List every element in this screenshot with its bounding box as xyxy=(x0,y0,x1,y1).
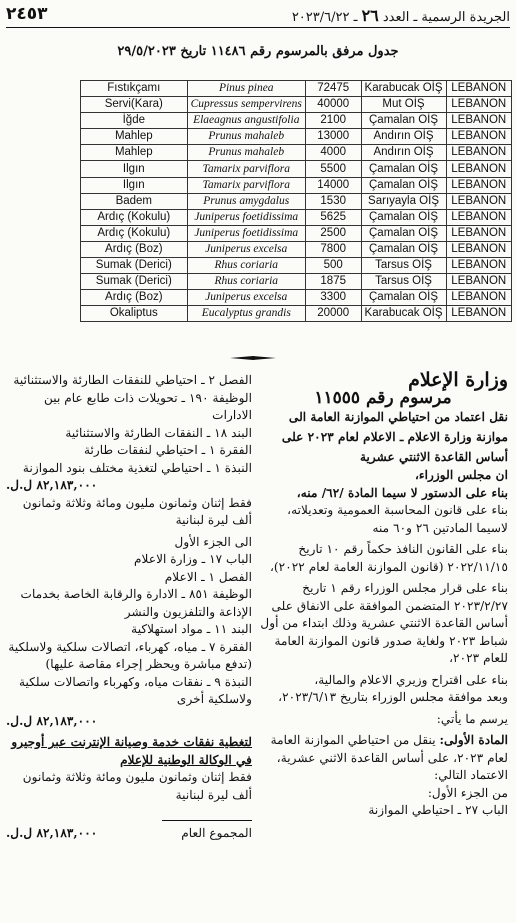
nursery-cell: Sarıyayla OİŞ xyxy=(361,193,446,209)
scientific-name-cell: Juniperus excelsa xyxy=(187,290,305,306)
total-rule xyxy=(162,820,252,821)
common-name-cell: Mahlep xyxy=(81,145,188,161)
country-cell: LEBANON xyxy=(446,193,511,209)
nursery-cell: Çamalan OİŞ xyxy=(361,177,446,193)
preamble-1: بناء على الدستور لا سيما المادة /٦٢/ منه، xyxy=(296,485,508,500)
common-name-cell: Servi(Kara) xyxy=(81,97,188,113)
table-row xyxy=(81,129,512,145)
scientific-name-cell: Juniperus foetidissima xyxy=(187,209,305,225)
table-row xyxy=(81,241,512,257)
quantity-cell: 13000 xyxy=(305,129,361,145)
country-cell: LEBANON xyxy=(446,97,511,113)
country-cell: LEBANON xyxy=(446,241,511,257)
quantity-cell: 4000 xyxy=(305,145,361,161)
alloc-line-9: البند ١١ ـ مواد استهلاكية xyxy=(131,622,252,636)
nursery-cell: Çamalan OİŞ xyxy=(361,209,446,225)
preamble-2: بناء على قانون المحاسبة العمومية وتعديلاته، لاسيما المادتين ٢٦ و٦٠ منه xyxy=(287,503,508,535)
common-name-cell: Sumak (Derici) xyxy=(81,274,188,290)
preamble-4: بناء على قرار مجلس الوزراء رقم ١ تاريخ ٢٠٢٣/٢/٢٧ المتضمن الموافقة على الانفاق على أساس القاعدة الاثنتي عشرية وذلك ابتداء من أول شباط ٢٠٢٣ ولغاية صدور قانون الموازنة العامة للعام ٢٠٢٣، xyxy=(260,581,508,665)
preamble-5: بناء على اقتراح وزيري الاعلام والمالية، xyxy=(314,672,508,687)
country-cell: LEBANON xyxy=(446,209,511,225)
council-line: ان مجلس الوزراء، xyxy=(414,468,508,482)
quantity-cell: 500 xyxy=(305,258,361,274)
alloc-line-10: الفقرة ٧ ـ مياه، كهرباء، اتصالات سلكية ولاسلكية (تدفع مباشرة ويحظر إجراء مقاصة عليها) xyxy=(8,639,252,671)
alloc-line-11: النبذة ٩ ـ نفقات مياه، وكهرباء واتصالات سلكية ولاسلكية أخرى xyxy=(18,674,252,706)
table-row xyxy=(81,209,512,225)
table-row xyxy=(81,258,512,274)
table-row xyxy=(81,145,512,161)
nursery-cell: Çamalan OİŞ xyxy=(361,225,446,241)
decree-intro: يرسم ما يأتي: xyxy=(436,711,508,726)
country-cell: LEBANON xyxy=(446,113,511,129)
part-1-heading: من الجزء الأول: xyxy=(427,785,508,800)
decree-subject: نقل اعتماد من احتياطي الموازنة العامة الى موازنة وزارة الاعلام ـ الاعلام لعام ٢٠٢٣ على أساس القاعدة الاثنتي عشرية xyxy=(281,410,508,464)
table-body xyxy=(81,81,512,322)
table-title: جدول مرفق بالمرسوم رقم ١١٤٨٦ تاريخ ٢٩/٥/٢٠٢٣ xyxy=(117,44,399,59)
table-row xyxy=(81,97,512,113)
decree-column xyxy=(258,369,508,820)
scientific-name-cell: Juniperus foetidissima xyxy=(187,225,305,241)
quantity-cell: 14000 xyxy=(305,177,361,193)
scientific-name-cell: Juniperus excelsa xyxy=(187,241,305,257)
nursery-cell: Mut OİŞ xyxy=(361,97,446,113)
quantity-cell: 2100 xyxy=(305,113,361,129)
country-cell: LEBANON xyxy=(446,161,511,177)
table-row xyxy=(81,290,512,306)
scientific-name-cell: Tamarix parviflora xyxy=(187,161,305,177)
scientific-name-cell: Rhus coriaria xyxy=(187,274,305,290)
alloc-line-7: الفصل ١ ـ الاعلام xyxy=(164,569,252,584)
quantity-cell: 3300 xyxy=(305,290,361,306)
nursery-cell: Çamalan OİŞ xyxy=(361,290,446,306)
article-1-text: ينقل من احتياطي الموازنة العامة لعام ٢٠٢٣، على أساس القاعدة الاثني عشرية، الاعتماد التالي: xyxy=(270,733,508,782)
country-cell: LEBANON xyxy=(446,129,511,145)
alloc-line-1: الفصل ٢ ـ احتياطي للنفقات الطارئة والاستثنائية xyxy=(13,373,252,387)
chapter-27: الباب ٢٧ ـ احتياطي الموازنة xyxy=(368,803,508,817)
quantity-cell: 2500 xyxy=(305,225,361,241)
alloc-line-8: الوظيفة ٨٥١ ـ الادارة والرقابة الخاصة بخدمات الإذاعة والتلفزيون والنشر xyxy=(20,587,252,619)
alloc-line-3: البند ١٨ ـ النفقات الطارئة والاستثنائية xyxy=(65,425,252,440)
scientific-name-cell: Cupressus sempervirens xyxy=(187,97,305,113)
table-row xyxy=(81,306,512,322)
country-cell: LEBANON xyxy=(446,145,511,161)
common-name-cell: Ardıç (Kokulu) xyxy=(81,225,188,241)
amount-1: ٨٢,١٨٣,٠٠٠ ل.ل. xyxy=(6,478,98,492)
common-name-cell: Ardıç (Kokulu) xyxy=(81,209,188,225)
common-name-cell: Okaliptus xyxy=(81,306,188,322)
country-cell: LEBANON xyxy=(446,225,511,241)
quantity-cell: 40000 xyxy=(305,97,361,113)
issue-number: ٢٦ xyxy=(361,6,379,25)
quantity-cell: 7800 xyxy=(305,241,361,257)
country-cell: LEBANON xyxy=(446,177,511,193)
country-cell: LEBANON xyxy=(446,258,511,274)
article-1 xyxy=(258,732,508,785)
nursery-cell: Çamalan OİŞ xyxy=(361,113,446,129)
common-name-cell: Mahlep xyxy=(81,129,188,145)
scientific-name-cell: Prunus amygdalus xyxy=(187,193,305,209)
scientific-name-cell: Tamarix parviflora xyxy=(187,177,305,193)
quantity-cell: 1875 xyxy=(305,274,361,290)
common-name-cell: Ilgın xyxy=(81,177,188,193)
preamble-3: بناء على القانون النافذ حكماً رقم ١٠ تاريخ ٢٠٢٢/١١/١٥ (قانون الموازنة العامة لعام ٢٠٢٢)، xyxy=(269,542,508,574)
common-name-cell: Badem xyxy=(81,193,188,209)
scientific-name-cell: Prunus mahaleb xyxy=(187,129,305,145)
alloc-line-6: الباب ١٧ ـ وزارة الاعلام xyxy=(134,552,252,566)
amount-1-words: فقط إثنان وثمانون مليون ومائة وثلاثة وثمانون ألف ليرة لبنانية xyxy=(22,495,252,527)
scientific-name-cell: Eucalyptus grandis xyxy=(187,306,305,322)
nursery-cell: Tarsus OİŞ xyxy=(361,274,446,290)
scientific-name-cell: Rhus coriaria xyxy=(187,258,305,274)
header-rule xyxy=(6,27,510,28)
table-row xyxy=(81,177,512,193)
nursery-cell: Andırın OİŞ xyxy=(361,129,446,145)
article-1-label: المادة الأولى: xyxy=(439,733,508,747)
quantity-cell: 1530 xyxy=(305,193,361,209)
quantity-cell: 5625 xyxy=(305,209,361,225)
nursery-cell: Tarsus OİŞ xyxy=(361,258,446,274)
total-label: المجموع العام xyxy=(181,826,252,840)
page-number: ٢٤٥٣ xyxy=(6,4,48,24)
country-cell: LEBANON xyxy=(446,81,511,97)
alloc-line-4: الفقرة ١ ـ احتياطي لنفقات طارئة xyxy=(83,443,252,457)
allocation-purpose: لتغطية نفقات خدمة وصيانة الإنترنت عبر أوجيرو في الوكالة الوطنية للإعلام xyxy=(11,735,252,767)
common-name-cell: İğde xyxy=(81,113,188,129)
country-cell: LEBANON xyxy=(446,306,511,322)
nursery-cell: Andırın OİŞ xyxy=(361,145,446,161)
allocation-column xyxy=(6,372,252,843)
page-header xyxy=(6,4,510,26)
scientific-name-cell: Prunus mahaleb xyxy=(187,145,305,161)
quantity-cell: 20000 xyxy=(305,306,361,322)
alloc-line-5: النبذة ١ ـ احتياطي لتغذية مختلف بنود الموازنة xyxy=(22,460,252,475)
table-row xyxy=(81,81,512,97)
table-row xyxy=(81,113,512,129)
nursery-cell: Çamalan OİŞ xyxy=(361,241,446,257)
nursery-cell: Karabucak OİŞ xyxy=(361,81,446,97)
table-row xyxy=(81,225,512,241)
section-divider xyxy=(230,356,276,360)
publication-name: الجريدة الرسمية ـ العدد xyxy=(382,10,510,25)
total-value: ٨٢,١٨٣,٠٠٠ ل.ل. xyxy=(6,826,98,840)
issue-date: ـ ٢٠٢٣/٦/٢٢ xyxy=(291,10,358,25)
quantity-cell: 5500 xyxy=(305,161,361,177)
scientific-name-cell: Pinus pinea xyxy=(187,81,305,97)
table-row xyxy=(81,161,512,177)
alloc-line-2: الوظيفة ١٩٠ ـ تحويلات ذات طابع عام بين الادارات xyxy=(44,390,252,422)
seedlings-table xyxy=(80,80,512,322)
common-name-cell: Ilgın xyxy=(81,161,188,177)
common-name-cell: Ardıç (Boz) xyxy=(81,290,188,306)
nursery-cell: Çamalan OİŞ xyxy=(361,161,446,177)
nursery-cell: Karabucak OİŞ xyxy=(361,306,446,322)
to-part-1: الى الجزء الأول xyxy=(174,534,252,549)
table-row xyxy=(81,274,512,290)
grand-total xyxy=(6,825,252,843)
scientific-name-cell: Elaeagnus angustifolia xyxy=(187,113,305,129)
publication-line xyxy=(292,6,510,25)
table-row xyxy=(81,193,512,209)
amount-2: ٨٢,١٨٣,٠٠٠ ل.ل. xyxy=(6,713,98,728)
amount-2-words: فقط إثنان وثمانون مليون ومائة وثلاثة وثمانون ألف ليرة لبنانية xyxy=(22,770,252,802)
preamble-6: وبعد موافقة مجلس الوزراء بتاريخ ٢٠٢٣/٦/١٣، xyxy=(278,690,508,704)
ministry-title: وزارة الإعلام xyxy=(408,369,508,391)
decree-number: مرسوم رقم ١١٥٥٥ xyxy=(314,387,452,408)
common-name-cell: Sumak (Derici) xyxy=(81,258,188,274)
common-name-cell: Ardıç (Boz) xyxy=(81,241,188,257)
common-name-cell: Fıstıkçamı xyxy=(81,81,188,97)
country-cell: LEBANON xyxy=(446,290,511,306)
country-cell: LEBANON xyxy=(446,274,511,290)
quantity-cell: 72475 xyxy=(305,81,361,97)
